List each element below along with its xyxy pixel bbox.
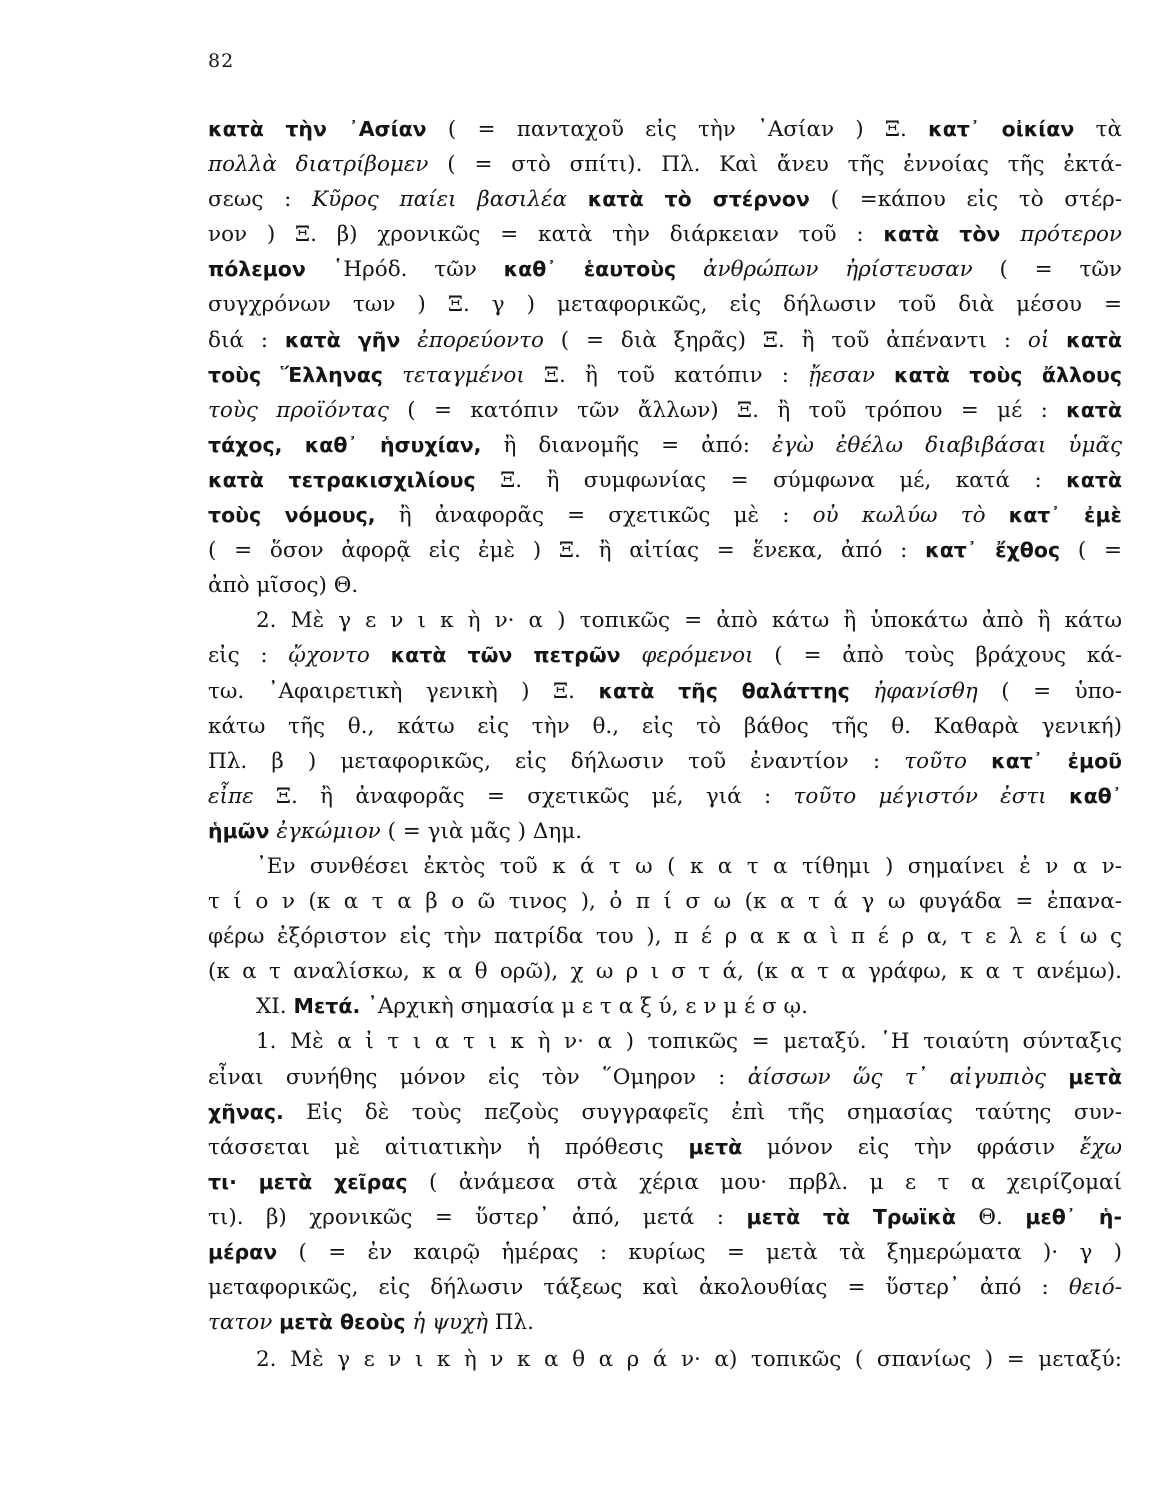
text-run: ( = διὰ ξηρᾶς) Ξ. ἢ τοῦ ἀπέναντι :: [543, 327, 1028, 353]
text-run: ( =: [1060, 538, 1122, 564]
italic-quote: ἐγὼ ἐθέλω διαβιβάσαι ὑμᾶς: [771, 432, 1122, 458]
text-run: φέρω ἐξόριστον εἰς τὴν πατρίδα του ), π έ ρ α κ α ὶ π έ ρ α, τ ε λ ε ί ω ς: [208, 924, 1122, 950]
text-run: [383, 363, 402, 388]
bold-term: μετὰ: [688, 1134, 743, 1159]
text-line: [208, 744, 1122, 779]
text-line: [208, 252, 1122, 287]
text-run: 2. Μὲ γ ε ν ι κ ὴ ν· α ) τοπικῶς = ἀπὸ κάτω ἢ ὑποκάτω ἀπὸ ἢ κάτω: [256, 608, 1122, 634]
italic-quote: ἐγκώμιον: [276, 818, 381, 844]
bold-term: κατὰ τοὺς ἄλλους: [894, 362, 1123, 387]
italic-quote: ἀίσσων ὥς τ᾿ αἰγυπιὸς: [747, 1064, 1047, 1090]
text-line: [208, 393, 1122, 428]
text-run: ᾿Αρχικὴ σημασία μ ε τ α ξ ύ, ε ν μ έ σ ῳ.: [360, 994, 808, 1020]
italic-quote: οὐ κωλύω τὸ: [812, 503, 986, 529]
text-run: ( = ἐν καιρῷ ἡμέρας : κυρίως = μετὰ τὰ ξημερώματα )· γ ): [277, 1240, 1122, 1265]
text-run: [1046, 1065, 1068, 1090]
text-run: (κ α τ αναλίσκω, κ α θ ορῶ), χ ω ρ ι σ τ ά, (κ α τ α γράφω, κ α τ ανέμω).: [208, 959, 1122, 985]
text-run: ( = κατόπιν τῶν ἄλλων) Ξ. ἢ τοῦ τρόπου = μέ :: [388, 397, 1067, 423]
text-line: [208, 323, 1122, 358]
bold-term: καθ᾿ ἑαυτοὺς: [503, 257, 677, 282]
italic-quote: θειό-: [1068, 1275, 1122, 1301]
italic-quote: ἔχω: [1079, 1134, 1122, 1160]
bold-term: τάχος, καθ᾿ ἡσυχίαν,: [208, 432, 482, 457]
bold-term: χῆνας.: [208, 1099, 284, 1124]
text-run: Θ.: [955, 1204, 1026, 1230]
italic-quote: ἡ ψυχὴ: [412, 1310, 488, 1336]
text-line: [208, 1165, 1122, 1200]
text-line: [208, 147, 1122, 182]
text-run: ( =κάπου εἰς τὸ στέρ-: [809, 187, 1122, 213]
text-run: διά :: [208, 327, 285, 353]
text-run: Εἰς δὲ τοὺς πεζοὺς συγγραφεῖς ἐπὶ τῆς σημασίας ταύτης συν-: [283, 1099, 1122, 1125]
bold-term: μέραν: [208, 1240, 278, 1264]
text-run: ( = ὅσον ἀφορᾷ εἰς ἐμὲ ) Ξ. ἢ αἰτίας = ἕνεκα, ἀπό :: [208, 538, 926, 564]
bold-term: κατὰ: [1066, 397, 1122, 422]
bold-term: κατ᾿ ἐμοῦ: [991, 748, 1122, 773]
text-line: [208, 638, 1122, 673]
text-run: ( = γιὰ μᾶς ) Δημ.: [380, 818, 583, 844]
text-line: [208, 1270, 1122, 1305]
text-line: [208, 498, 1122, 533]
text-line: [208, 1060, 1122, 1095]
text-run: Ξ. ἢ συμφωνίας = σύμφωνα μέ, κατά :: [475, 467, 1067, 493]
italic-quote: τοῦτο μέγιστόν ἐστι: [793, 783, 1047, 809]
italic-quote: ᾔεσαν: [808, 362, 875, 388]
text-run: τάσσεται μὲ αἰτιατικὴν ἡ πρόθεσις: [208, 1134, 689, 1160]
bold-term: κατὰ: [1066, 467, 1122, 492]
bold-term: Μετά.: [293, 994, 361, 1019]
text-run: συγχρόνων των ) Ξ. γ ) μεταφορικῶς, εἰς δήλωσιν τοῦ διὰ μέσου =: [208, 292, 1122, 318]
bold-term: κατὰ: [1066, 327, 1122, 352]
bold-term: κατὰ τὸ στέρνον: [587, 187, 810, 212]
text-run: ( ἀνάμεσα στὰ χέρια μου· πρβλ. μ ε τ α χειρίζομαί: [407, 1169, 1123, 1195]
text-run: ( = ἀπὸ τοὺς βράχους κά-: [753, 643, 1122, 669]
text-line: [208, 849, 1122, 884]
bold-term: καθ᾿: [1069, 783, 1122, 808]
text-run: ᾿Εν συνθέσει ἐκτὸς τοῦ κ ά τ ω ( κ α τ α τίθημι ) σημαίνει ἐ ν α ν-: [256, 853, 1122, 879]
text-run: κάτω τῆς θ., κάτω εἰς τὴν θ., εἰς τὸ βάθος τῆς θ. Καθαρὰ γενική): [208, 713, 1122, 739]
text-line: [208, 217, 1122, 252]
text-run: μόνον εἰς τὴν φράσιν: [742, 1134, 1080, 1160]
text-run: [986, 503, 1009, 528]
text-line: [208, 1305, 1122, 1340]
bold-term: μετὰ: [1068, 1064, 1123, 1089]
text-line: [208, 1024, 1122, 1059]
text-run: [567, 187, 588, 212]
text-line: [208, 1095, 1122, 1130]
italic-quote: φερόμενοι: [641, 643, 754, 669]
text-run: [1047, 784, 1069, 809]
text-run: Πλ. β ) μεταφορικῶς, εἰς δήλωσιν τοῦ ἐναντίον :: [208, 748, 905, 774]
text-run: Ξ. ἢ ἀναφορᾶς = σχετικῶς μέ, γιά :: [253, 783, 794, 809]
text-line: [208, 1200, 1122, 1235]
text-line: [208, 428, 1122, 463]
bold-term: κατ᾿ ἐμὲ: [1008, 503, 1122, 528]
text-line: [208, 919, 1122, 954]
italic-quote: ᾤχοντο: [288, 643, 370, 669]
text-run: XI.: [256, 994, 294, 1020]
italic-quote: πολλὰ διατρίβομεν: [208, 152, 429, 178]
bold-term: μετὰ τὰ Τρωϊκὰ: [746, 1204, 956, 1229]
text-line: [208, 779, 1122, 814]
italic-quote: τοὺς προϊόντας: [208, 397, 389, 423]
text-line: [208, 1235, 1122, 1270]
text-run: εἰς :: [208, 643, 289, 669]
italic-quote: τεταγμένοι: [402, 362, 525, 388]
text-run: [1049, 328, 1066, 353]
bold-term: κατ᾿ ἔχθος: [925, 538, 1061, 563]
text-run: [875, 363, 894, 388]
italic-quote: τατον: [208, 1310, 273, 1336]
text-run: [621, 643, 642, 668]
bold-term: πόλεμον: [208, 257, 306, 282]
page-number: 82: [208, 50, 235, 72]
text-line: [208, 884, 1122, 919]
text-run: ἀπὸ μῖσος) Θ.: [208, 573, 359, 599]
text-line: [208, 463, 1122, 498]
text-run: Πλ.: [487, 1310, 534, 1336]
bold-term: κατὰ γῆν: [284, 327, 401, 352]
text-run: [1000, 222, 1020, 247]
text-line: [208, 287, 1122, 322]
bold-term: τοὺς Ἕλληνας: [208, 362, 383, 387]
bold-term: τοὺς νόμους,: [208, 503, 376, 528]
text-line: [208, 1342, 1122, 1377]
text-run: ῾Ηρόδ. τῶν: [305, 257, 504, 283]
text-run: ( = τῶν: [972, 257, 1122, 283]
text-run: ἢ διανομῆς = ἀπό:: [481, 432, 772, 458]
text-run: ( = ὑπο-: [977, 678, 1122, 704]
text-run: εἶναι συνήθης μόνον εἰς τὸν ῞Ομηρον :: [208, 1064, 748, 1090]
bold-term: κατὰ τὴν ᾿Ασίαν: [208, 117, 427, 141]
italic-quote: ἠφανίσθη: [873, 678, 978, 704]
text-line: [208, 954, 1122, 989]
italic-quote: ἐπορεύοντο: [417, 327, 544, 353]
bold-term: ἡμῶν: [208, 818, 270, 843]
italic-quote: τοῦτο: [904, 748, 967, 774]
text-line: [208, 568, 1122, 603]
text-run: ( = πανταχοῦ εἰς τὴν ᾿Ασίαν ) Ξ.: [426, 117, 929, 142]
text-line: [208, 814, 1122, 849]
text-run: τω. ᾿Αφαιρετικὴ γενικὴ ) Ξ.: [208, 678, 599, 704]
text-run: ( = στὸ σπίτι). Πλ. Καὶ ἄνευ τῆς ἐννοίας τῆς ἐκτά-: [428, 152, 1122, 178]
text-run: 2. Μὲ γ ε ν ι κ ὴ ν κ α θ α ρ ά ν· α) τοπικῶς ( σπανίως ) = μεταξύ:: [256, 1347, 1122, 1373]
body-text: [208, 112, 1122, 1377]
text-line: [208, 533, 1122, 568]
text-line: [208, 989, 1122, 1024]
text-line: [208, 1130, 1122, 1165]
text-run: τι). β) χρονικῶς = ὕστερ᾿ ἀπό, μετά :: [208, 1204, 747, 1230]
text-line: [208, 112, 1122, 147]
text-run: τ ί ο ν (κ α τ α β ο ῶ τινος ), ὀ π ί σ ω (κ α τ ά γ ω φυγάδα = ἐπανα-: [208, 889, 1122, 915]
bold-term: κατὰ τὸν: [883, 222, 1001, 247]
text-run: [850, 679, 873, 704]
italic-quote: Κῦρος παίει βασιλέα: [312, 187, 568, 213]
text-run: [370, 643, 391, 668]
text-line: [208, 709, 1122, 744]
bold-term: τι· μετὰ χεῖρας: [208, 1169, 408, 1194]
bold-term: κατ᾿ οἰκίαν: [928, 117, 1075, 141]
text-run: τὰ: [1074, 117, 1122, 142]
italic-quote: ἀνθρώπων ἠρίστευσαν: [703, 257, 973, 283]
text-run: νον ) Ξ. β) χρονικῶς = κατὰ τὴν διάρκειαν τοῦ :: [208, 222, 884, 248]
text-run: σεως :: [208, 187, 313, 213]
text-run: [400, 328, 417, 353]
text-run: [676, 257, 703, 282]
bold-term: μεθ᾿ ἡ-: [1025, 1204, 1122, 1229]
text-line: [208, 674, 1122, 709]
text-run: [967, 749, 991, 774]
italic-quote: οἱ: [1027, 327, 1050, 353]
text-run: 1. Μὲ α ἰ τ ι α τ ι κ ὴ ν· α ) τοπικῶς = μεταξύ. ῾Η τοιαύτη σύνταξις: [256, 1029, 1122, 1055]
text-line: [208, 182, 1122, 217]
italic-quote: πρότερον: [1020, 222, 1122, 248]
bold-term: κατὰ τῶν πετρῶν: [390, 643, 621, 668]
text-line: [208, 358, 1122, 393]
bold-term: κατὰ τετρακισχιλίους: [208, 467, 476, 492]
text-run: Ξ. ἢ τοῦ κατόπιν :: [524, 362, 809, 388]
text-run: μεταφορικῶς, εἰς δήλωσιν τάξεως καὶ ἀκολουθίας = ὕστερ᾿ ἀπό :: [208, 1275, 1069, 1301]
italic-quote: εἶπε: [208, 783, 254, 809]
text-run: ἢ ἀναφορᾶς = σχετικῶς μὲ :: [375, 503, 813, 529]
bold-term: μετὰ θεοὺς: [279, 1310, 406, 1335]
text-line: [208, 603, 1122, 638]
bold-term: κατὰ τῆς θαλάττης: [598, 678, 850, 703]
